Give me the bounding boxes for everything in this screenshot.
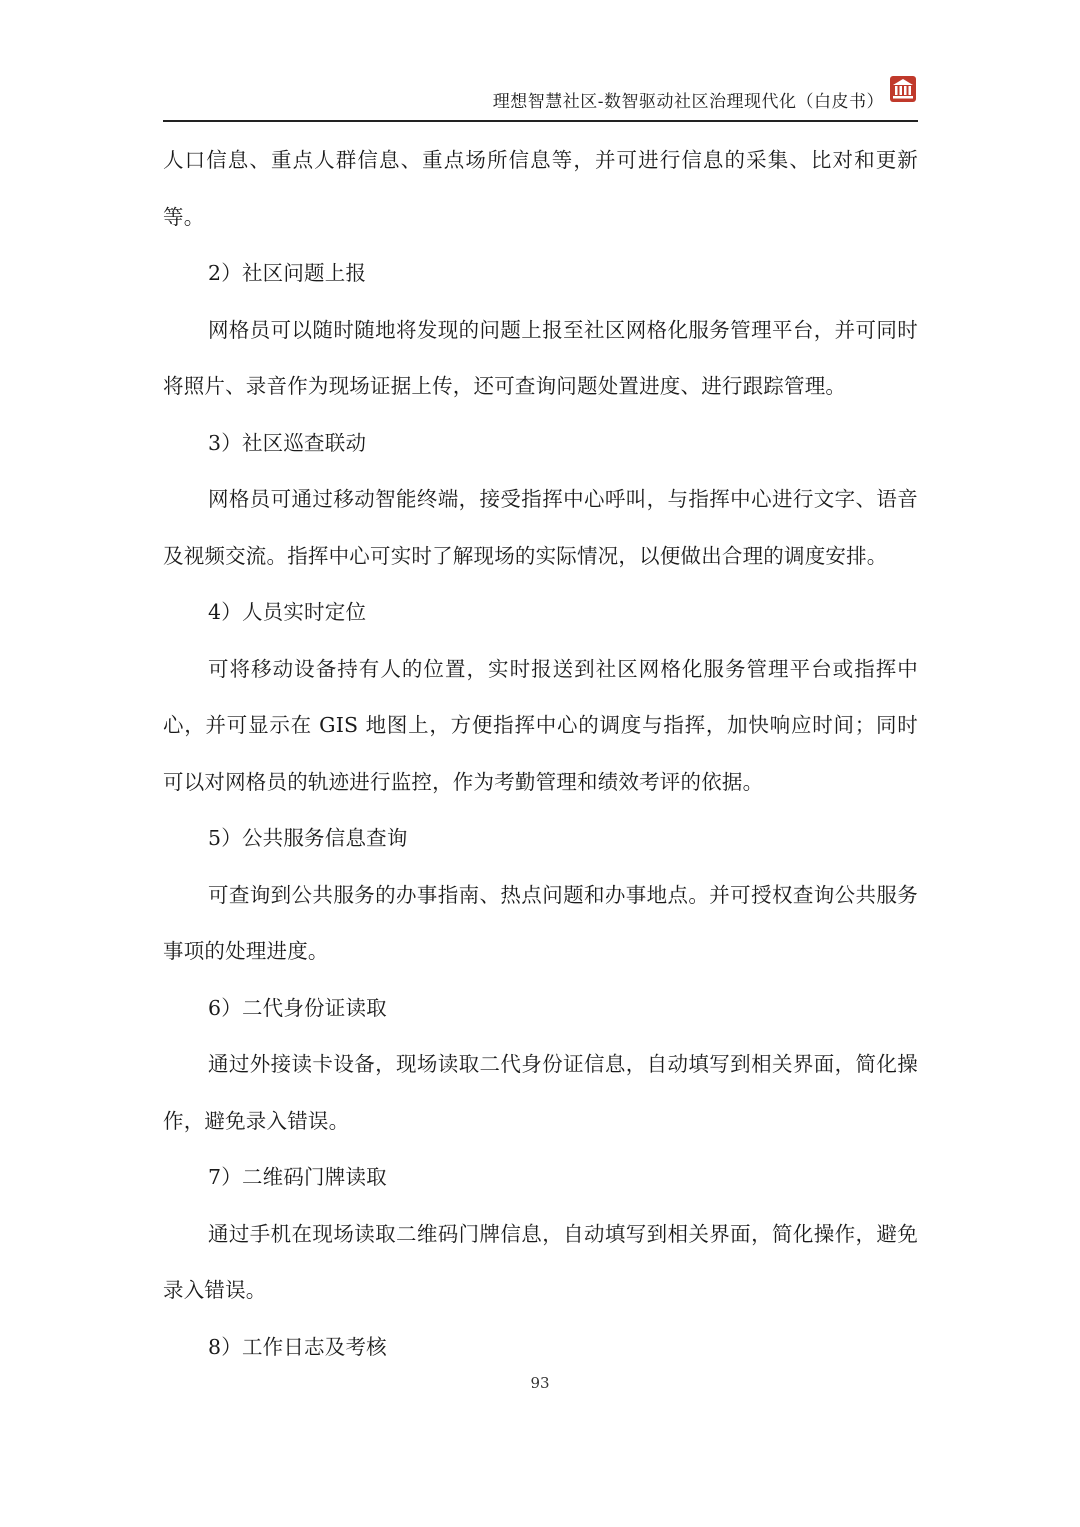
section-heading: 4）人员实时定位 bbox=[208, 600, 367, 624]
page-number: 93 bbox=[530, 1374, 550, 1392]
section-heading: 2）社区问题上报 bbox=[208, 261, 367, 285]
header-title: 理想智慧社区-数智驱动社区治理现代化（白皮书） bbox=[492, 92, 884, 112]
section-heading: 7）二维码门牌读取 bbox=[208, 1165, 387, 1189]
document-body bbox=[163, 132, 918, 1375]
paragraph-continuation: 人口信息、重点人群信息、重点场所信息等，并可进行信息的采集、比对和更新等。 bbox=[163, 148, 918, 229]
body-paragraph: 通过手机在现场读取二维码门牌信息，自动填写到相关界面，简化操作，避免录入错误。 bbox=[163, 1221, 918, 1302]
columns-building-icon bbox=[890, 76, 916, 102]
body-paragraph: 可将移动设备持有人的位置，实时报送到社区网格化服务管理平台或指挥中心，并可显示在 GIS 地图上，方便指挥中心的调度与指挥，加快响应时间；同时可以对网格员的轨迹进行监控，作为考勤管理和绩效考评的依据。 bbox=[163, 656, 918, 794]
body-paragraph: 可查询到公共服务的办事指南、热点问题和办事地点。并可授权查询公共服务事项的处理进度。 bbox=[163, 882, 918, 963]
section-heading: 6）二代身份证读取 bbox=[208, 995, 387, 1020]
section-heading: 5）公共服务信息查询 bbox=[208, 826, 408, 850]
section-heading: 8）工作日志及考核 bbox=[208, 1334, 387, 1359]
section-heading: 3）社区巡查联动 bbox=[208, 430, 367, 455]
body-paragraph: 网格员可以随时随地将发现的问题上报至社区网格化服务管理平台，并可同时将照片、录音作为现场证据上传，还可查询问题处置进度、进行跟踪管理。 bbox=[163, 317, 918, 398]
page-header bbox=[163, 70, 918, 122]
body-paragraph: 网格员可通过移动智能终端，接受指挥中心呼叫，与指挥中心进行文字、语音及视频交流。指挥中心可实时了解现场的实际情况，以便做出合理的调度安排。 bbox=[163, 487, 918, 568]
body-paragraph: 通过外接读卡设备，现场读取二代身份证信息，自动填写到相关界面，简化操作，避免录入错误。 bbox=[163, 1052, 918, 1133]
